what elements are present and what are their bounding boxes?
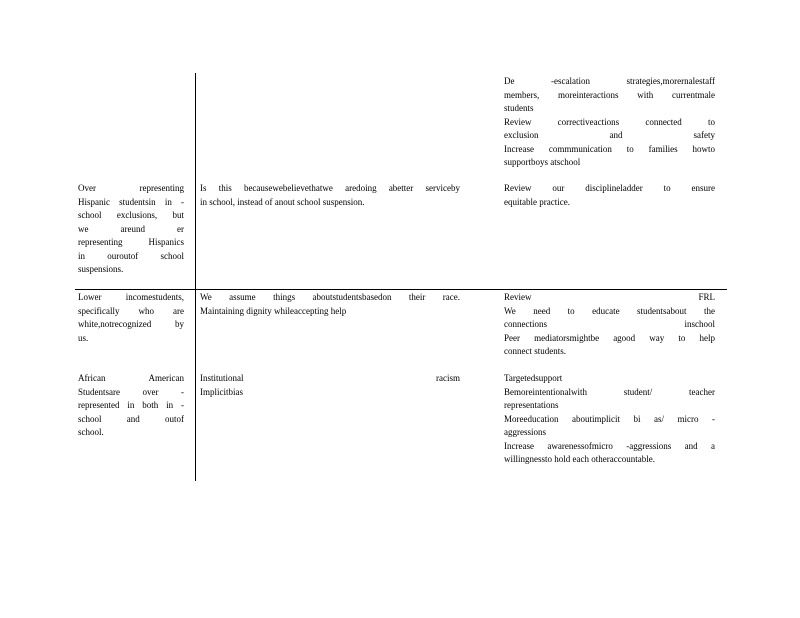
text-line: Studentsare over - <box>78 386 184 397</box>
text-line: supportboys atschool <box>504 157 581 167</box>
text-line: Increase awarenessofmicro -aggressions and a <box>504 440 715 451</box>
text-line: Moreeducation aboutimplicit bi as/ micro - <box>504 413 715 424</box>
text-line: school exclusions, but <box>78 210 184 220</box>
row-2-cause-cell <box>200 291 460 318</box>
text-line: students <box>504 103 534 113</box>
text-line: De -escalation strategies,morernalestaff <box>504 76 715 86</box>
row-3-issue-cell <box>78 372 184 440</box>
row-2-strategy-cell <box>504 291 715 359</box>
text-line: representing Hispanics <box>78 237 184 247</box>
text-line: us. <box>78 332 89 343</box>
text-line: Is this becausewebelievethatwe aredoing abetter serviceby <box>200 183 460 193</box>
text-line: We assume things aboutstudentsbasedon their race. <box>200 292 460 302</box>
text-line: willingnessto hold each otheraccountable. <box>504 454 655 464</box>
text-line: representations <box>504 400 559 410</box>
text-line: connections inschool <box>504 319 715 329</box>
row-3-cause-cell <box>200 372 460 399</box>
text-line: Peer mediatorsmightbe agood way to help <box>504 332 715 343</box>
text-line: Review correctiveactions connected to <box>504 116 715 127</box>
text-line: We need to educate studentsabout the <box>504 305 715 316</box>
text-line: we areund er <box>78 223 184 234</box>
text-line: members, moreinteractions with currentmale <box>504 89 715 100</box>
text-line: Over representing <box>78 183 184 193</box>
row-divider <box>75 289 727 290</box>
text-line: Bemoreintentionalwith student/ teacher <box>504 386 715 397</box>
text-line: connect students. <box>504 346 566 356</box>
text-line: Increase commmunication to families howto <box>504 143 715 154</box>
row-1-cause-cell <box>200 182 460 209</box>
text-line: Institutional racism <box>200 373 460 383</box>
text-line: Hispanic studentsin in - <box>78 196 184 207</box>
text-line: aggressions <box>504 427 546 437</box>
row-1-issue-cell <box>78 182 184 277</box>
text-line: represented in both in - <box>78 400 184 410</box>
text-line: Targetedsupport <box>504 373 563 383</box>
row-1-strategy-cell <box>504 182 715 209</box>
text-line: in ouroutof school <box>78 250 184 261</box>
column-divider <box>195 73 196 481</box>
row-3-strategy-cell <box>504 372 715 467</box>
text-line: Review our disciplineladder to ensure <box>504 183 715 193</box>
text-line: specifically who are <box>78 305 184 316</box>
text-line: Lower incomestudents, <box>78 292 184 302</box>
text-line: Implicitbias <box>200 386 243 397</box>
text-line: exclusion and safety <box>504 130 715 140</box>
text-line: African American <box>78 373 184 383</box>
text-line: in school, instead of anout school suspension. <box>200 196 365 207</box>
row-2-issue-cell <box>78 291 184 345</box>
text-line: equitable practice. <box>504 196 570 207</box>
text-line: school and outof <box>78 413 184 424</box>
text-line: Review FRL <box>504 292 715 302</box>
text-line: school. <box>78 427 104 437</box>
text-line: white,notrecognized by <box>78 319 184 329</box>
text-line: suspensions. <box>78 264 124 274</box>
text-line: Maintaining dignity whileaccepting help <box>200 305 347 316</box>
header-strategy-cell <box>504 75 715 170</box>
